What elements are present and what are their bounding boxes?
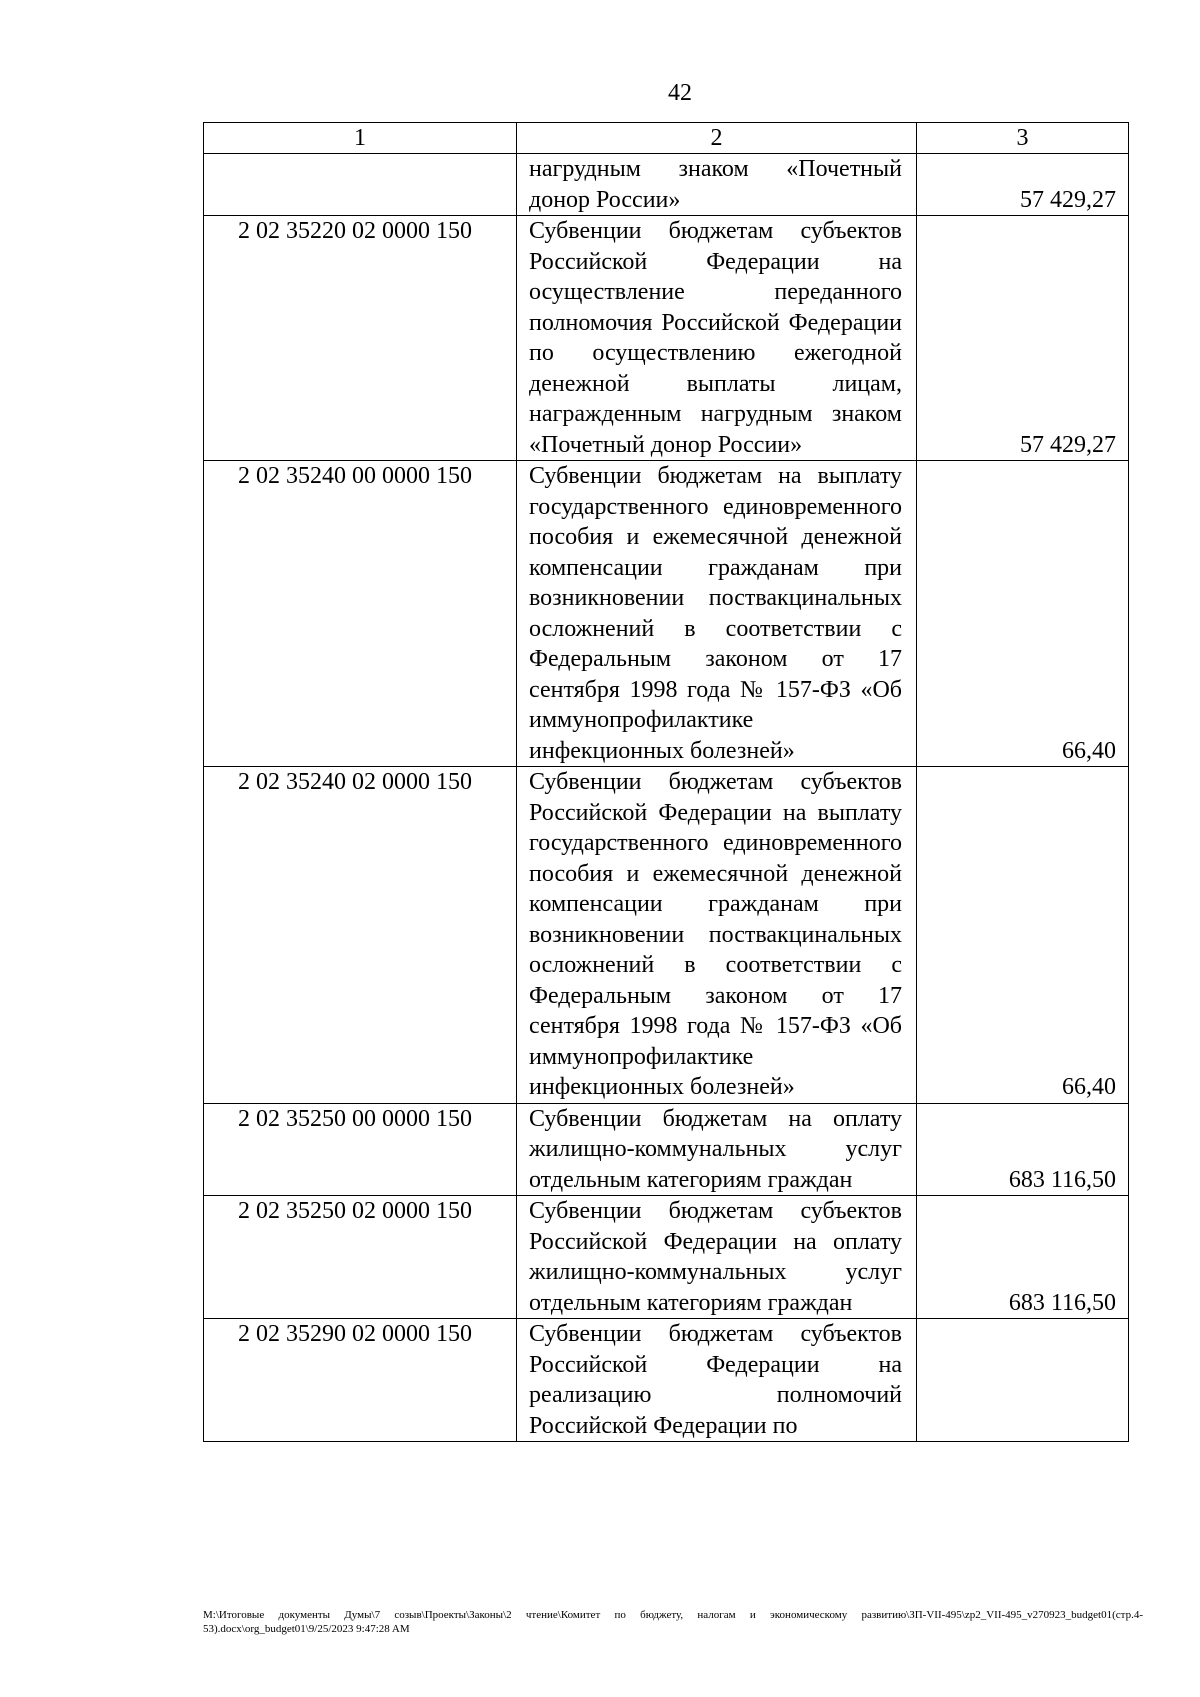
budget-table [203,122,1129,1442]
row-code [204,154,517,216]
row-amount [917,1319,1129,1442]
row-description: Субвенции бюджетам субъектов Российской Федерации на реализацию полномочий Российской Федерации по [517,1319,917,1442]
table-row [204,1103,1129,1196]
row-description: Субвенции бюджетам субъектов Российской Федерации на выплату государственного единовременного пособия и ежемесячной денежной компенсации гражданам при возникновении поствакцинальных осложнений в соответствии с Федеральным законом от 17 сентября 1998 года № 157-ФЗ «Об иммунопрофилактике инфекционных болезней» [517,767,917,1104]
row-code: 2 02 35240 02 0000 150 [204,767,517,1104]
table-row [204,1319,1129,1442]
table-row [204,154,1129,216]
row-code: 2 02 35220 02 0000 150 [204,216,517,461]
table-header-row [204,123,1129,154]
row-code: 2 02 35240 00 0000 150 [204,461,517,767]
table-row [204,216,1129,461]
column-header-3: 3 [917,123,1129,154]
row-amount: 66,40 [917,461,1129,767]
column-header-1: 1 [204,123,517,154]
row-amount: 66,40 [917,767,1129,1104]
column-header-2: 2 [517,123,917,154]
row-description: Субвенции бюджетам субъектов Российской Федерации на оплату жилищно-коммунальных услуг отдельным категориям граждан [517,1196,917,1319]
file-path-footer: M:\Итоговые документы Думы\7 созыв\Проекты\Законы\2 чтение\Комитет по бюджету, налогам и экономическому развитию\ЗП-VII-495\zp2_VII-495_v270923_budget01(стр.4-53).docx\org_budget01\9/25/2023 9:47:28 AM [203,1609,1143,1635]
row-code: 2 02 35250 00 0000 150 [204,1103,517,1196]
page-number: 42 [668,80,692,106]
row-code: 2 02 35250 02 0000 150 [204,1196,517,1319]
row-amount: 683 116,50 [917,1103,1129,1196]
row-description: Субвенции бюджетам на выплату государственного единовременного пособия и ежемесячной денежной компенсации гражданам при возникновении поствакцинальных осложнений в соответствии с Федеральным законом от 17 сентября 1998 года № 157-ФЗ «Об иммунопрофилактике инфекционных болезней» [517,461,917,767]
row-description: Субвенции бюджетам субъектов Российской Федерации на осуществление переданного полномочия Российской Федерации по осуществлению ежегодной денежной выплаты лицам, награжденным нагрудным знаком «Почетный донор России» [517,216,917,461]
row-description: Субвенции бюджетам на оплату жилищно-коммунальных услуг отдельным категориям граждан [517,1103,917,1196]
table-row [204,1196,1129,1319]
row-amount: 57 429,27 [917,216,1129,461]
row-description: нагрудным знаком «Почетный донор России» [517,154,917,216]
row-amount: 683 116,50 [917,1196,1129,1319]
row-code: 2 02 35290 02 0000 150 [204,1319,517,1442]
row-amount: 57 429,27 [917,154,1129,216]
table-row [204,767,1129,1104]
table-row [204,461,1129,767]
